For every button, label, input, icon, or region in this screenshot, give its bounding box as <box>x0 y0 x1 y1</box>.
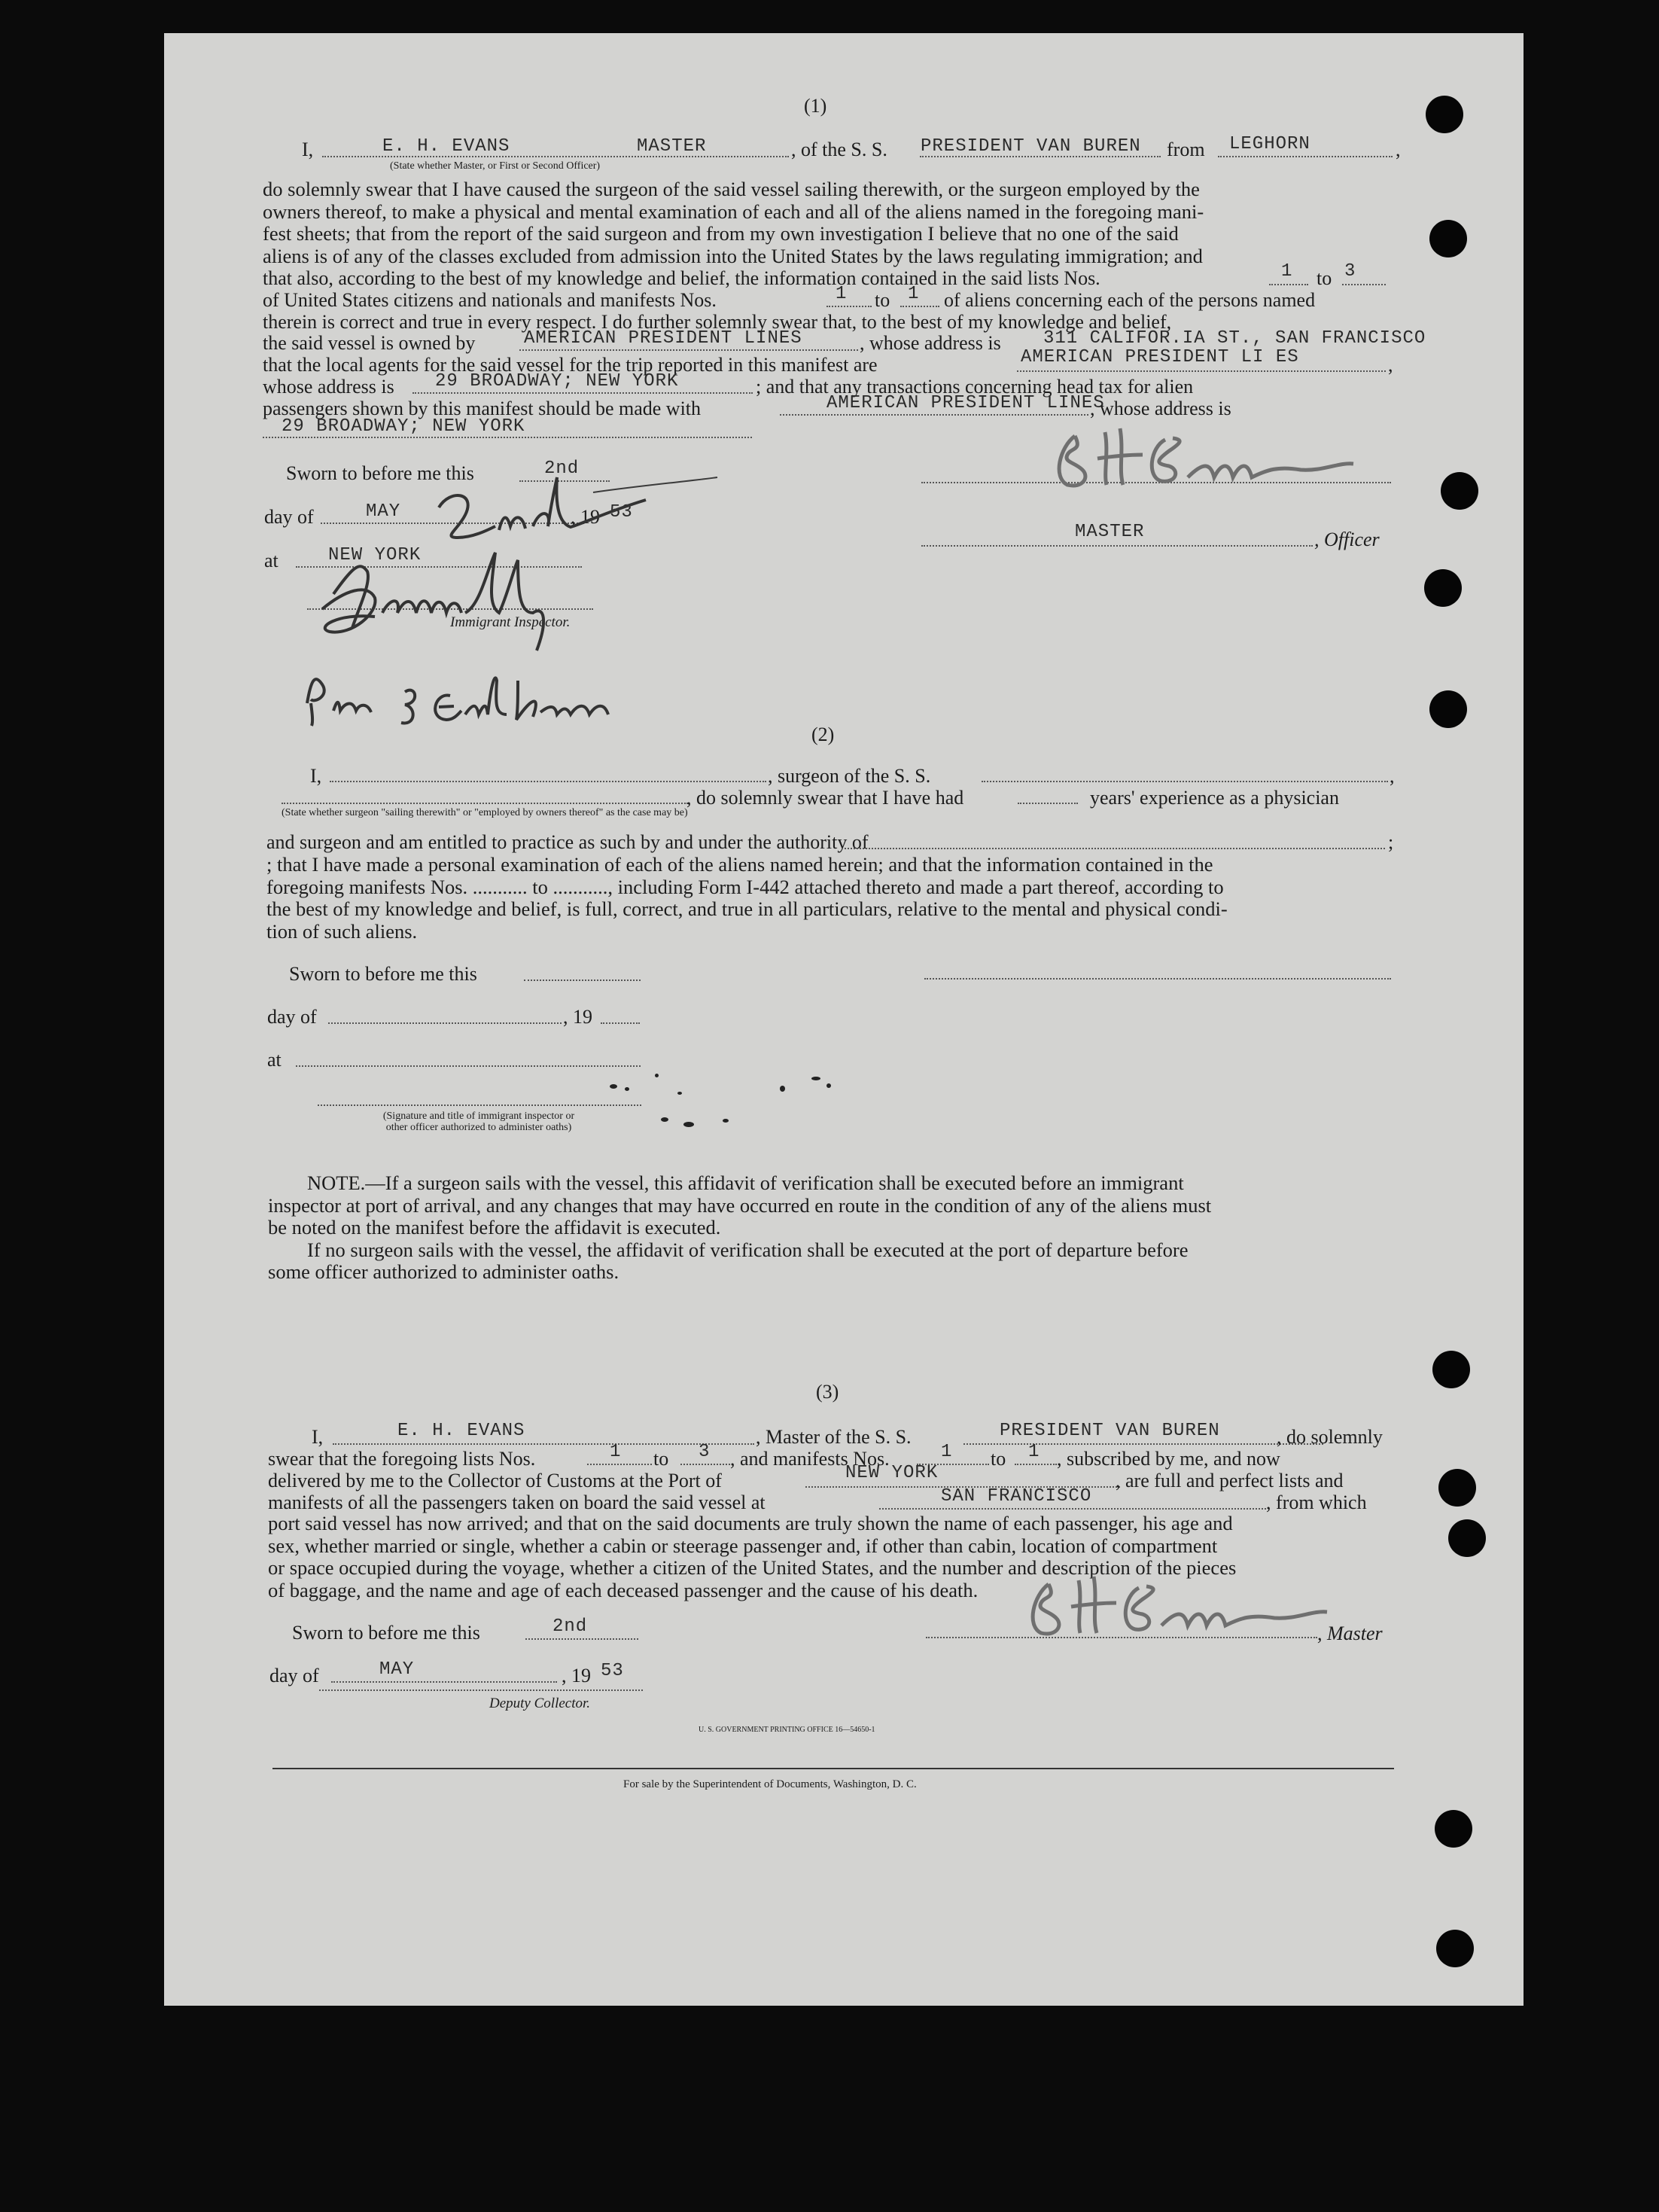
deputy-line <box>319 1689 643 1691</box>
body-line: aliens is of any of the classes excluded from admission into the United States by the laws regulating immigration; and <box>263 244 1203 267</box>
speck <box>683 1122 694 1127</box>
solemn-text: , do solemnly swear that I have had <box>686 787 964 809</box>
port: NEW YORK <box>845 1463 939 1483</box>
s3-lists-from-line <box>587 1464 652 1465</box>
speck <box>655 1074 659 1077</box>
body-line: owners thereof, to make a physical and mental examination of each and all of the aliens named in the foregoing mani- <box>263 200 1204 223</box>
agents-line <box>1017 370 1386 372</box>
lists-to-label: to <box>1317 267 1332 289</box>
binder-hole <box>1436 1930 1474 1967</box>
section-2-body <box>266 854 1391 943</box>
s3-lists-to-line <box>680 1464 730 1465</box>
sig-caption-1: (Signature and title of immigrant inspector or <box>382 1111 575 1122</box>
note-line: be noted on the manifest before the affidavit is executed. <box>268 1216 721 1239</box>
s3-name-line <box>333 1443 754 1445</box>
lists-to: 3 <box>1344 261 1356 282</box>
authority-line <box>842 848 1385 849</box>
s3-master-name: E. H. EVANS <box>397 1421 525 1441</box>
s3-manifests-text: , and manifests Nos. <box>730 1448 890 1470</box>
month: MAY <box>366 501 401 522</box>
inspector-caption: Immigrant Inspector. <box>450 614 571 630</box>
at-label: at <box>264 550 279 571</box>
binder-hole <box>1448 1519 1486 1557</box>
year-prefix: , 19 <box>571 506 600 528</box>
binder-hole <box>1441 472 1478 510</box>
body-line: fest sheets; that from the report of the said surgeon and from my own investigation I believe that no one of the said <box>263 222 1179 245</box>
body-line: foregoing manifests Nos. ........... to ..........., including Form I-442 attached thereto and made a part thereof, according to <box>266 875 1224 898</box>
binder-hole <box>1424 569 1462 607</box>
sworn-label: Sworn to before me this <box>286 462 474 484</box>
at-place: NEW YORK <box>328 545 422 565</box>
at-line-2 <box>296 1065 641 1067</box>
practice-text: and surgeon and am entitled to practice as such by and under the authority of <box>266 831 869 853</box>
surgeon-signature-line <box>924 978 1391 980</box>
manifests-all-text: manifests of all the passengers taken on board the said vessel at <box>268 1491 766 1513</box>
rank-hint: (State whether Master, or First or Second Officer) <box>390 160 601 172</box>
section-2-i: I, <box>310 765 322 787</box>
note-line: inspector at port of arrival, and any changes that may have occurred en route in the condition of any of the aliens must <box>268 1193 1212 1217</box>
head-tax-party: AMERICAN PRESIDENT LINES <box>826 393 1105 413</box>
speck <box>811 1077 820 1080</box>
master-signature-1 <box>1052 417 1368 492</box>
delivered-text: delivered by me to the Collector of Customs at the Port of <box>268 1470 722 1491</box>
year-line-2 <box>601 1022 640 1024</box>
officer-label: , Officer <box>1314 529 1380 550</box>
surgeon-of-label: , surgeon of the S. S. <box>768 765 931 787</box>
body-line: do solemnly swear that I have caused the surgeon of the said vessel sailing therewith, or the surgeon employed by the <box>263 178 1200 200</box>
agents-text: that the local agents for the said vessel for the trip reported in this manifest are <box>263 354 878 376</box>
s3-month-line <box>331 1681 557 1683</box>
speck <box>723 1119 729 1123</box>
binder-hole <box>1432 1351 1470 1388</box>
to-word: to <box>875 289 890 311</box>
owner-line <box>519 349 858 351</box>
s3-sworn-day: 2nd <box>552 1616 588 1637</box>
officer-title: MASTER <box>1075 522 1145 542</box>
head-tax-line <box>780 414 1088 416</box>
agents-address: 29 BROADWAY; NEW YORK <box>435 371 679 392</box>
correct-text: therein is correct and true in every respect. I do further solemnly swear that, to the best of my knowledge and belief, <box>263 311 1172 333</box>
oath-signature-line <box>318 1104 641 1106</box>
citizens-text: of United States citizens and nationals and manifests Nos. <box>263 289 717 311</box>
s3-day-of-label: day of <box>269 1665 319 1686</box>
comma: , <box>1388 354 1393 376</box>
whose-address-end: , whose address is <box>1090 398 1231 419</box>
officer-title-line <box>921 545 1313 547</box>
s3-manifests-to-line <box>1015 1464 1057 1465</box>
sworn-day: 2nd <box>544 459 580 479</box>
for-sale-note: For sale by the Superintendent of Documents, Washington, D. C. <box>623 1778 917 1790</box>
s3-master-label: , Master <box>1317 1622 1383 1644</box>
master-rank: MASTER <box>637 136 707 157</box>
body-line: or space occupied during the voyage, whether a citizen of the United States, and the number and description of the pieces <box>268 1556 1237 1579</box>
s3-manifests-to: 1 <box>1028 1442 1040 1462</box>
body-line: tion of such aliens. <box>266 919 418 943</box>
binder-hole <box>1435 1810 1472 1848</box>
vessel-name: PRESIDENT VAN BUREN <box>921 136 1141 157</box>
boarded-at-line <box>879 1508 1266 1510</box>
years-line <box>1018 803 1078 804</box>
speck <box>677 1092 682 1095</box>
section-1-body <box>263 178 1389 267</box>
speck <box>610 1084 617 1089</box>
year-label-2: , 19 <box>563 1006 592 1028</box>
manifest-page <box>164 33 1524 2006</box>
master-name: E. H. EVANS <box>382 136 510 157</box>
body-line: ; that I have made a personal examination of each of the aliens named herein; and that the information contained in the <box>266 853 1213 876</box>
surgeon-vessel-line <box>982 781 1388 782</box>
state-hint: (State whether surgeon "sailing therewith" or "employed by owners thereof" as the case may be) <box>282 807 688 818</box>
manifests-to: 1 <box>908 284 920 304</box>
body-line: sex, whether married or single, whether a cabin or steerage passenger and, if other than cabin, location of compartment <box>268 1534 1218 1557</box>
footer-rule <box>272 1768 1394 1769</box>
manifests-to-line <box>900 306 939 307</box>
manifests-from: 1 <box>836 284 848 304</box>
surgeon-type-line <box>282 803 688 804</box>
lists-from-line <box>1269 284 1308 285</box>
head-tax-text: ; and that any transactions concerning head tax for alien <box>756 376 1194 398</box>
whose-address-text: , whose address is <box>860 332 1001 354</box>
owner-address: 311 CALIFOR.IA ST., SAN FRANCISCO <box>1043 328 1426 349</box>
comma: , <box>1396 139 1401 160</box>
years-text: years' experience as a physician <box>1090 787 1339 809</box>
binder-hole <box>1429 690 1467 728</box>
swear-text: swear that the foregoing lists Nos. <box>268 1448 536 1470</box>
to-word: to <box>991 1448 1006 1470</box>
agents: AMERICAN PRESIDENT LI ES <box>1021 347 1299 367</box>
binder-hole <box>1429 220 1467 257</box>
s3-sworn-label: Sworn to before me this <box>292 1622 480 1644</box>
body-line: of baggage, and the name and age of each deceased passenger and the cause of his death. <box>268 1578 979 1601</box>
s3-vessel-line <box>963 1443 1323 1445</box>
s3-lists-from: 1 <box>610 1442 622 1462</box>
binder-hole <box>1426 96 1463 133</box>
month-line-2 <box>328 1022 562 1024</box>
of-ss-label: , of the S. S. <box>791 139 887 160</box>
binder-hole <box>1438 1469 1476 1507</box>
at-label-2: at <box>267 1049 282 1071</box>
sworn-day-line-2 <box>524 980 641 981</box>
section-1-i: I, <box>302 139 314 160</box>
from-label: from <box>1167 139 1205 160</box>
master-of-label: , Master of the S. S. <box>756 1426 912 1448</box>
boarded-at: SAN FRANCISCO <box>941 1486 1092 1507</box>
handwritten-pier-location <box>292 650 623 733</box>
section-3-number: (3) <box>816 1381 839 1403</box>
comma: , <box>1390 765 1395 787</box>
day-of-label-2: day of <box>267 1006 317 1028</box>
manifests-from-line <box>826 306 872 307</box>
body-line: port said vessel has now arrived; and that on the said documents are truly shown the name of each passenger, his age and <box>268 1512 1233 1534</box>
owned-by-text: the said vessel is owned by <box>263 332 476 354</box>
s3-year-suffix: 53 <box>601 1661 624 1681</box>
deputy-caption: Deputy Collector. <box>489 1696 591 1711</box>
semicolon: ; <box>1388 831 1394 853</box>
s3-sworn-day-line <box>525 1638 638 1640</box>
section-3-i: I, <box>312 1426 324 1448</box>
full-text: , are full and perfect lists and <box>1116 1470 1344 1491</box>
lists-text: that also, according to the best of my knowledge and belief, the information contained in the said lists Nos. <box>263 267 1100 289</box>
note-line: If no surgeon sails with the vessel, the affidavit of verification shall be executed at the port of departure before <box>307 1238 1189 1261</box>
owner: AMERICAN PRESIDENT LINES <box>524 328 802 349</box>
head-tax-address-line <box>263 437 752 438</box>
section-2-number: (2) <box>811 724 835 745</box>
s3-year-prefix: , 19 <box>562 1665 591 1686</box>
s3-manifests-from: 1 <box>941 1442 953 1462</box>
section-1-number: (1) <box>804 95 827 117</box>
lists-to-line <box>1342 284 1386 285</box>
printing-office: U. S. GOVERNMENT PRINTING OFFICE 16—54650-1 <box>699 1726 875 1734</box>
head-tax-address: 29 BROADWAY; NEW YORK <box>282 416 525 437</box>
s3-vessel: PRESIDENT VAN BUREN <box>1000 1421 1220 1441</box>
speck <box>661 1117 668 1122</box>
passengers-text: passengers shown by this manifest should be made with <box>263 398 702 419</box>
speck <box>625 1087 629 1091</box>
body-line: the best of my knowledge and belief, is full, correct, and true in all particulars, relative to the mental and physical condi- <box>266 897 1228 920</box>
from-port: LEGHORN <box>1229 134 1310 154</box>
agents-address-line <box>412 392 753 394</box>
s3-lists-to: 3 <box>699 1442 711 1462</box>
day-of-label: day of <box>264 506 314 528</box>
master-signature-3 <box>1022 1569 1338 1644</box>
subscribed-text: , subscribed by me, and now <box>1057 1448 1280 1470</box>
speck <box>826 1083 831 1088</box>
from-which: , from which <box>1266 1491 1367 1513</box>
section-2-note <box>268 1172 1393 1284</box>
surgeon-name-line <box>330 781 766 782</box>
lists-from: 1 <box>1281 261 1293 282</box>
aliens-text: of aliens concerning each of the persons named <box>944 289 1316 311</box>
s3-month: MAY <box>379 1659 415 1680</box>
solemnly-text: , do solemnly <box>1277 1426 1383 1448</box>
note-line: some officer authorized to administer oaths. <box>268 1260 619 1283</box>
whose-address-is: whose address is <box>263 376 394 398</box>
sig-caption-2: other officer authorized to administer oaths) <box>385 1122 572 1133</box>
speck <box>780 1086 785 1092</box>
year-suffix: 53 <box>610 502 633 523</box>
s3-to-label: to <box>653 1448 669 1470</box>
sworn-label-2: Sworn to before me this <box>289 963 477 985</box>
from-line <box>1218 156 1393 157</box>
note-line: NOTE.—If a surgeon sails with the vessel, this affidavit of verification shall be executed before an immigrant <box>307 1172 1184 1194</box>
